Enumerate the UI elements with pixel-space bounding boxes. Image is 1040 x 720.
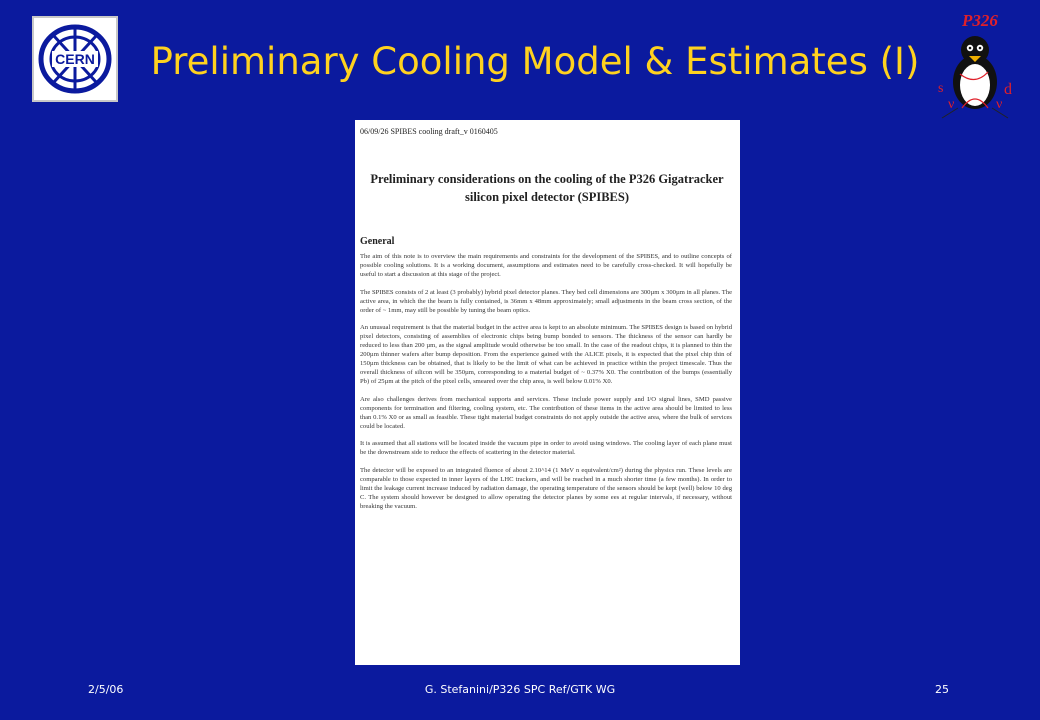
footer-center: G. Stefanini/P326 SPC Ref/GTK WG bbox=[424, 683, 616, 696]
doc-paragraph: It is assumed that all stations will be located inside the vacuum pipe in order to avoid using windows. The cooling layer of each plane must be the downstream side to reduce the effects of scattering in the detector material. bbox=[360, 440, 732, 457]
doc-section-heading: General bbox=[360, 236, 395, 247]
p326-glyph-s: s bbox=[938, 81, 944, 96]
doc-paragraph: The detector will be exposed to an integrated fluence of about 2.10^14 (1 MeV n equivalent/cm²) during the physics run. These levels are comparable to those expected in inner layers of the LHC trackers, and will be reached in a much shorter time (a few months). In order to limit the leakage current increase induced by radiation damage, the operating temperature of the sensors should be kept (well) below 10 deg C. The system should however be designed to allow operating the detector planes by some ees at regular intervals, if necessary, without breaking the vacuum. bbox=[360, 467, 732, 510]
footer-page-number: 25 bbox=[935, 683, 949, 696]
doc-title: Preliminary considerations on the cooling of the P326 Gigatracker silicon pixel detector (SPIBES) bbox=[370, 172, 724, 204]
p326-logo bbox=[930, 8, 1030, 128]
doc-paragraph: The aim of this note is to overview the main requirements and constraints for the development of the SPIBES, and to outline concepts of possible cooling solutions. It is a working document, assumptions and estimates need to be carefully cross-checked. It will hopefully be useful to start a discussion at this stage of the project. bbox=[360, 253, 732, 278]
cern-logo bbox=[32, 16, 118, 102]
doc-header: 06/09/26 SPIBES cooling draft_v 0160405 bbox=[360, 127, 498, 136]
cern-logo-icon bbox=[34, 18, 116, 100]
footer-date: 2/5/06 bbox=[88, 683, 124, 696]
p326-label: P326 bbox=[962, 11, 998, 30]
doc-paragraph: The SPIBES consists of 2 at least (3 probably) hybrid pixel detector planes. They bed cell dimensions are 300µm x 300µm in all planes. The active area, in which the the beam is fully contained, is 36mm x 48mm approximately; small adjustments in the beam cross section, of the order of ~ 1mm, may still be possible by tuning the beam optics. bbox=[360, 288, 732, 314]
p326-glyph-nu-right: ν bbox=[996, 97, 1003, 112]
cern-logo-text: CERN bbox=[55, 51, 95, 67]
embedded-document bbox=[355, 120, 740, 665]
slide-title: Preliminary Cooling Model & Estimates (I) bbox=[150, 40, 920, 83]
doc-paragraph: An unusual requirement is that the material budget in the active area is kept to an absolute minimum. The SPIBES design is based on hybrid pixel detectors, consisting of assemblies of electronic chips being bump bonded to sensors. The thickness of the sensor can hardly be reduced to less than 200 µm, as the signal amplitude would otherwise be too small. In the case of the readout chips, it is planned to thin the 200µm thinner wafers after bump deposition. From the experience gained with the ALICE pixels, it is expected that the pixel chip thin of 150µm thickness can be obtained, that is likely to be the limit of what can be achieved in practice within the project timescale. Thus the overall thickness of silicon will be 350µm, corresponding to a material budget of ~ 0.37% X0. The contribution of the bumps (essentially Pb) of 25µm at the pitch of the pixel cells, smeared over the chip area, is well below 0.01% X0. bbox=[360, 324, 732, 385]
p326-glyph-d: d bbox=[1004, 81, 1012, 98]
p326-penguin-logo-icon bbox=[930, 8, 1030, 128]
doc-body bbox=[360, 253, 732, 658]
p326-glyph-nu-left: ν bbox=[948, 97, 955, 112]
doc-paragraph: Are also challenges derives from mechanical supports and services. These include power supply and I/O signal lines, SMD passive components for termination and filtering, cooling system, etc. The contribution of these items in the active area should be limited to less than 0.1% X0 or as small as feasible. These tight material budget constraints do not apply outside the active area, where the bulk of services could be located. bbox=[360, 395, 732, 430]
